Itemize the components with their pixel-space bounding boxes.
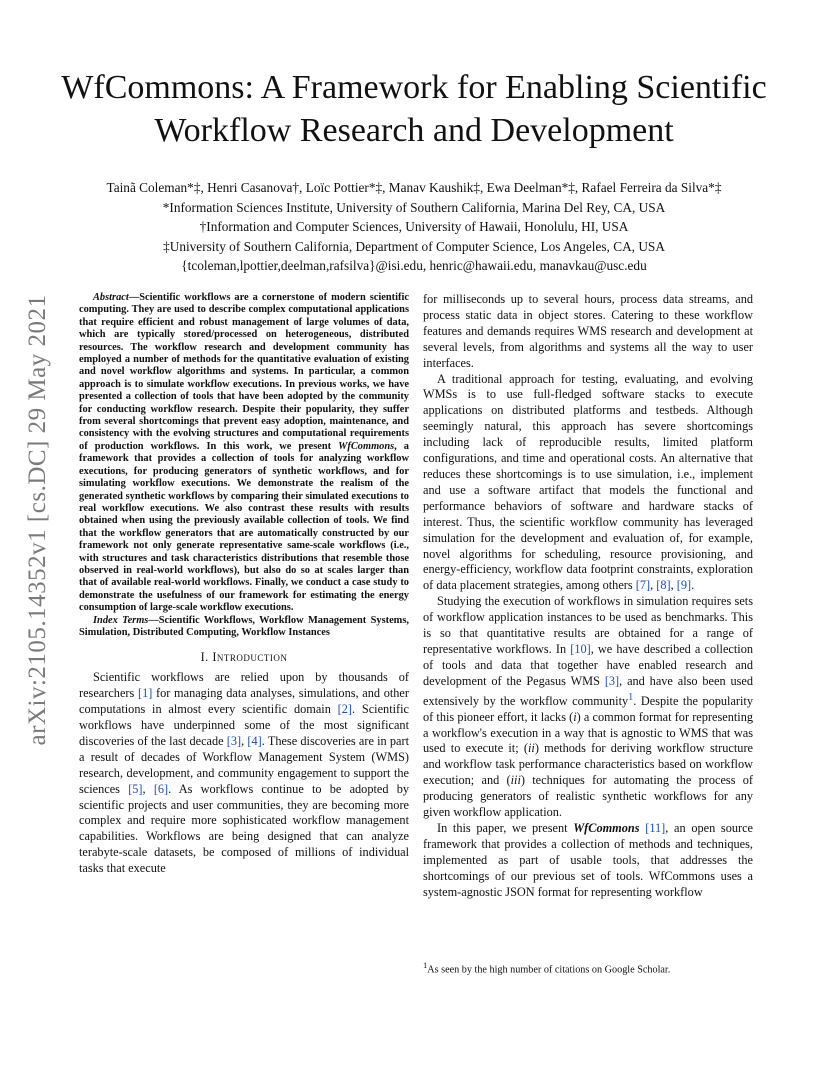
left-column — [79, 292, 409, 877]
footnote — [423, 959, 753, 976]
arxiv-sidebar-stamp — [16, 280, 60, 760]
abstract-emph: WfCommons — [338, 440, 395, 452]
abstract: Abstract—Scientific workflows are a cornerstone of modern scientific computing. They are used to describe complex computational applications that require efficient and robust management of large volumes of data, which are typically stored/processed on heterogeneous, distributed resources. The workflow research and development community has employed a number of methods for the quantitative evaluation of existing and novel workflow algorithms and systems. In particular, a common approach is to simulate workflow executions. In previous works, we have presented a collection of tools that have been adopted by the community for conducting workflow research. Despite their popularity, they suffer from several shortcomings that prevent easy adoption, maintenance, and consistency with the evolving structures and computational requirements of production workflows. In this work, we present WfCommons, a framework that provides a collection of tools for analyzing workflow executions, for producing generators of synthetic workflows, and for simulating workflow executions. We demonstrate the realism of the generated synthetic workflows by comparing their simulated executions to real workflow executions. We also contrast these results with results obtained when using the previously available collection of tools. We find that the workflow generators that are automatically constructed by our framework not only generate representative same-scale workflows (i.e., with structures and task characteristics distributions that resemble those observed in real-world workflows), but also do so at scales larger than that of available real-world workflows. Finally, we conduct a case study to demonstrate the usefulness of our framework for estimating the energy consumption of large-scale workflow executions. — [79, 292, 410, 614]
section-heading-introduction: I. Introduction — [200, 650, 288, 665]
citation-2[interactable]: [2] — [337, 702, 352, 717]
index-terms: Index Terms—Scientific Workflows, Workflow Management Systems, Simulation, Distributed Computing, Workflow Instances — [79, 614, 409, 638]
citation-7[interactable]: [7] — [635, 578, 651, 593]
arxiv-id: arXiv:2105.14352v1 [cs.DC] 29 May 2021 — [24, 294, 51, 746]
intro-paragraph-1: Scientific workflows are relied upon by thousands of researchers [1] for managing data analyses, simulations, and other computations in almost every scientific domain [2]. Scientific workflows have underpinned some of the most significant discoveries of the last decade [3], [4]. These discoveries are in part a result of decades of Workflow Management System (WMS) research, development, and community engagement to support the sciences [5], [6]. As workflows continue to be adopted by scientific projects and user communities, they are becoming more complex and require more sophisticated workflow management capabilities. Workflows are being designed that can analyze terabyte-scale datasets, be composed of millions of individual tasks that execute — [79, 670, 409, 876]
affiliation-isi: *Information Sciences Institute, University of Southern California, Marina Del Rey, CA, USA — [162, 199, 666, 215]
author-block — [60, 178, 768, 276]
footnote-text: As seen by the high number of citations on Google Scholar. — [427, 964, 671, 976]
citation-6[interactable]: [6] — [153, 781, 169, 796]
index-terms-label: Index Terms — [93, 614, 149, 626]
citation-4[interactable]: [4] — [247, 733, 262, 748]
citation-5[interactable]: [5] — [128, 781, 143, 796]
author-list: Tainã Coleman*‡, Henri Casanova†, Loïc Pottier*‡, Manav Kaushik‡, Ewa Deelman*‡, Rafael Ferreira da Silva*‡ — [106, 180, 722, 195]
citation-8[interactable]: [8] — [656, 578, 671, 593]
affiliation-usc: ‡University of Southern California, Department of Computer Science, Los Angeles, CA, USA — [163, 238, 665, 254]
right-column — [423, 292, 753, 901]
intro-paragraph-4: In this paper, we present WfCommons [11], an open source framework that provides a collection of methods and techniques, implemented as part of usable tools, that addresses the shortcomings of our previous set of tools. WfCommons uses a system-agnostic JSON format for representing workflow — [423, 821, 754, 899]
citation-3[interactable]: [3] — [226, 733, 242, 748]
intro-paragraph-2: A traditional approach for testing, evaluating, and evolving WMSs is to use full-fledged software stacks to execute applications on distributed platforms and testbeds. Although seemingly natural, this approach has severe shortcomings including lack of reproducible results, limited platform configurations, and time and operational costs. An alternative that reduces these shortcomings is to use simulation, i.e., implement and use a software artifact that models the functional and performance behaviors of software and hardware stacks of interest. Thus, the scientific workflow community has leveraged simulation for the development and evaluation of, for example, novel algorithms for scheduling, resource provisioning, and energy-efficiency, workflow data footprint constraints, exploration of data placement strategies, among others [7], [8], [9]. — [423, 371, 753, 593]
citation-10[interactable]: [10] — [570, 641, 591, 656]
citation-9[interactable]: [9] — [676, 578, 692, 593]
citation-1[interactable]: [1] — [137, 686, 153, 701]
abstract-label: Abstract — [93, 292, 129, 303]
citation-3-repeat[interactable]: [3] — [604, 673, 620, 688]
intro-paragraph-1-cont: for milliseconds up to several hours, process data streams, and process static data in object stores. Catering to these workflow features and demands requires WMS research and development at several levels, from algorithms and systems all the way to user interfaces. — [423, 292, 753, 370]
author-emails: {tcoleman,lpottier,deelman,rafsilva}@isi.edu, henric@hawaii.edu, manavkau@usc.edu — [181, 258, 647, 273]
title-line-1: WfCommons: A Framework for Enabling Scientific — [61, 69, 767, 106]
footnote-mark: 1 — [423, 960, 428, 970]
affiliation-hawaii: †Information and Computer Sciences, University of Hawaii, Honolulu, HI, USA — [199, 219, 629, 234]
footnote-ref-1[interactable]: 1 — [628, 691, 634, 703]
paper-title — [60, 66, 768, 152]
wfcommons-emph: WfCommons — [573, 821, 640, 835]
citation-11[interactable]: [11] — [645, 821, 666, 835]
intro-paragraph-3: Studying the execution of workflows in simulation requires sets of workflow application instances to be used as benchmarks. This is so that quantitative results are obtained for a range of representative workflows. In [10], we have described a collection of tools and data that together have enabled research and development of the Pegasus WMS [3], and have also been used extensively by the workflow community$^1$. Despite the popularity of this pioneer effort, it lacks (i) a common format for representing a workflow's execution in a way that is agnostic to WMS that was used to execute it; (ii) methods for deriving workflow structure and workflow task performance characteristics based on workflow execution; and (iii) techniques for automating the process of producing generators of realistic synthetic workflows for any given workflow application. — [423, 594, 754, 820]
title-line-2: Workflow Research and Development — [154, 112, 674, 149]
